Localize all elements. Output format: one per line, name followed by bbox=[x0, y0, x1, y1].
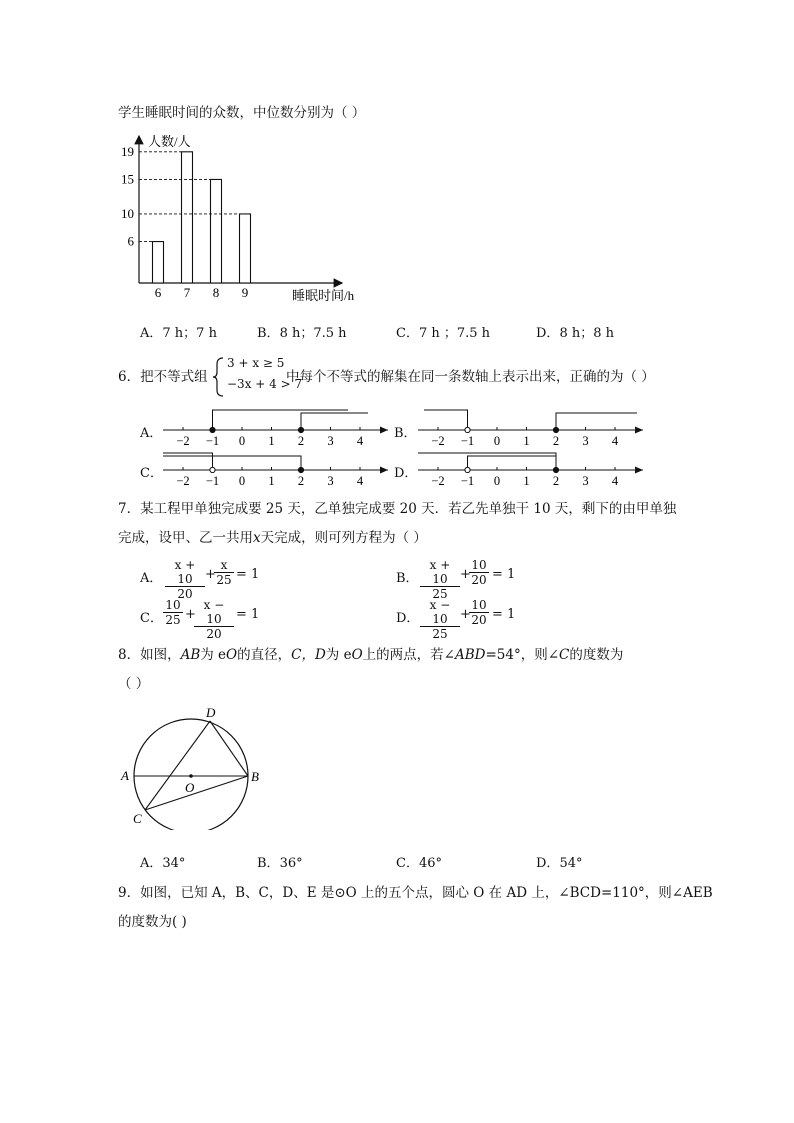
solution-x-ge-neg1 bbox=[468, 456, 557, 470]
tick-label: −2 bbox=[431, 474, 445, 488]
tick-label: −1 bbox=[205, 434, 220, 448]
q7-a-fraction-1: $\frac{x + 10}{20}$ bbox=[165, 558, 205, 601]
q7-option-d[interactable]: D． bbox=[396, 611, 420, 626]
tick-label: 4 bbox=[356, 434, 364, 448]
q7-c-fraction-2: $\frac{x - 10}{20}$ bbox=[194, 598, 234, 641]
q7-d-rhs: = 1 bbox=[492, 607, 516, 622]
q5-option-a[interactable]: A．7 h；7 h bbox=[140, 326, 217, 341]
tick-label: 2 bbox=[552, 434, 560, 448]
point-label-d: D bbox=[206, 705, 216, 720]
axis-arrow bbox=[635, 427, 643, 434]
tick-label: 0 bbox=[493, 474, 501, 488]
q7-line-2: 完成，设甲、乙一共用x天完成，则可列方程为（ ） bbox=[118, 530, 427, 546]
q6-label-c[interactable]: C． bbox=[140, 466, 163, 481]
q6-label-d[interactable]: D． bbox=[394, 466, 418, 481]
y-axis-label: 人数/人 bbox=[148, 134, 191, 149]
bar-7 bbox=[182, 152, 193, 283]
x-tick-label-8: 8 bbox=[212, 285, 220, 300]
q7-a-fraction-2: $\frac{x}{25}$ bbox=[214, 558, 234, 587]
solution-x-ge-2 bbox=[556, 413, 637, 430]
y-tick-label-19: 19 bbox=[121, 143, 134, 159]
circle-diagram bbox=[110, 700, 280, 830]
q7-a-rhs: = 1 bbox=[236, 567, 260, 582]
point-label-b: B bbox=[251, 769, 259, 784]
tick-label: 2 bbox=[552, 474, 560, 488]
tick-label: 3 bbox=[582, 434, 589, 448]
tick-label: 1 bbox=[523, 434, 530, 448]
q6-prefix: 6．把不等式组 bbox=[118, 369, 208, 385]
q7-option-c[interactable]: C． bbox=[140, 611, 163, 626]
q8-line-2: （ ） bbox=[118, 676, 150, 692]
point-label-a: A bbox=[121, 768, 129, 783]
tick-label: 0 bbox=[238, 434, 246, 448]
tick-label: 3 bbox=[327, 434, 334, 448]
x-tick-label-7: 7 bbox=[183, 285, 191, 300]
tick-label: 0 bbox=[493, 434, 501, 448]
q7-c-fraction-1: $\frac{10}{25}$ bbox=[163, 598, 183, 627]
inequality-brace bbox=[212, 356, 226, 398]
x-tick-label-9: 9 bbox=[241, 285, 249, 300]
x-axis-label: 睡眠时间/h bbox=[292, 288, 355, 303]
q7-b-rhs: = 1 bbox=[492, 567, 516, 582]
q7-option-a[interactable]: A． bbox=[140, 571, 163, 586]
q5-option-b[interactable]: B．8 h；7.5 h bbox=[257, 326, 347, 341]
q6-inequality-2: −3x + 4 > 7 bbox=[227, 377, 303, 391]
point-label-o: O bbox=[185, 780, 195, 795]
chord-db bbox=[210, 721, 248, 776]
q7-line-1: 7．某工程甲单独完成要 25 天，乙单独完成要 20 天．若乙先单独干 10 天，剩下的由甲单独 bbox=[118, 501, 677, 517]
q6-label-a[interactable]: A． bbox=[140, 426, 163, 441]
q5-stem: 学生睡眠时间的众数，中位数分别为（ ） bbox=[118, 105, 366, 121]
tick-label: 3 bbox=[327, 474, 334, 488]
y-tick-label-15: 15 bbox=[121, 171, 134, 187]
solid-dot bbox=[553, 467, 558, 472]
tick-label: −1 bbox=[460, 434, 475, 448]
tick-label: 1 bbox=[268, 434, 275, 448]
tick-label: 4 bbox=[611, 434, 619, 448]
y-tick-label-10: 10 bbox=[121, 205, 134, 221]
tick-label: 1 bbox=[268, 474, 275, 488]
solution-x-lt-neg1 bbox=[424, 410, 468, 430]
tick-label: 0 bbox=[238, 474, 246, 488]
hollow-dot bbox=[465, 467, 470, 472]
tick-label: 4 bbox=[356, 474, 364, 488]
tick-label: 2 bbox=[297, 474, 305, 488]
q9-line-1: 9．如图，已知 A，B、C，D、E 是⊙O 上的五个点，圆心 O 在 AD 上，∠BCD=110°，则∠AEB bbox=[118, 885, 713, 901]
hollow-dot bbox=[465, 427, 470, 432]
sleep-bar-chart bbox=[110, 128, 400, 308]
tick-label: −2 bbox=[431, 434, 445, 448]
q8-option-d[interactable]: D．54° bbox=[536, 856, 583, 871]
q8-line-1: 8．如图，AB为 eO的直径，C，D为 eO上的两点，若∠ABD=54°，则∠C的度数为 bbox=[118, 647, 624, 663]
chord-cb bbox=[145, 776, 248, 810]
tick-label: 1 bbox=[523, 474, 530, 488]
q7-b-fraction-2: $\frac{10}{20}$ bbox=[469, 558, 489, 587]
solid-dot bbox=[553, 427, 558, 432]
q8-option-b[interactable]: B．36° bbox=[257, 856, 303, 871]
q7-d-fraction-1: $\frac{x - 10}{25}$ bbox=[420, 598, 460, 641]
bar-6 bbox=[153, 242, 164, 283]
tick-label: −1 bbox=[205, 474, 220, 488]
q8-option-c[interactable]: C．46° bbox=[396, 856, 442, 871]
q6-suffix: 中每个不等式的解集在同一条数轴上表示出来，正确的为（ ） bbox=[286, 369, 655, 385]
q6-label-b[interactable]: B． bbox=[394, 426, 417, 441]
x-tick-label-6: 6 bbox=[154, 285, 162, 300]
q7-b-fraction-1: $\frac{x + 10}{25}$ bbox=[420, 558, 460, 601]
q9-line-2: 的度数为( ) bbox=[118, 914, 187, 930]
tick-label: 4 bbox=[611, 474, 619, 488]
q8-option-a[interactable]: A．34° bbox=[140, 856, 186, 871]
center-dot bbox=[189, 774, 193, 778]
q7-option-b[interactable]: B． bbox=[396, 571, 419, 586]
tick-label: −2 bbox=[176, 474, 190, 488]
bar-8 bbox=[211, 179, 222, 283]
number-line-d[interactable] bbox=[0, 442, 794, 490]
chord-dc bbox=[145, 721, 210, 810]
q6-inequality-1: 3 + x ≥ 5 bbox=[227, 356, 285, 370]
q7-c-rhs: = 1 bbox=[236, 607, 260, 622]
q5-option-c[interactable]: C．7 h ；7.5 h bbox=[396, 326, 491, 341]
y-tick-label-6: 6 bbox=[127, 233, 134, 249]
tick-label: 2 bbox=[297, 434, 305, 448]
q5-option-d[interactable]: D．8 h；8 h bbox=[536, 326, 614, 341]
axis-arrow bbox=[635, 467, 643, 474]
q7-d-fraction-2: $\frac{10}{20}$ bbox=[469, 598, 489, 627]
tick-label: −1 bbox=[460, 474, 475, 488]
bar-9 bbox=[240, 214, 251, 283]
tick-label: 3 bbox=[582, 474, 589, 488]
point-label-c: C bbox=[133, 811, 142, 826]
tick-label: −2 bbox=[176, 434, 190, 448]
